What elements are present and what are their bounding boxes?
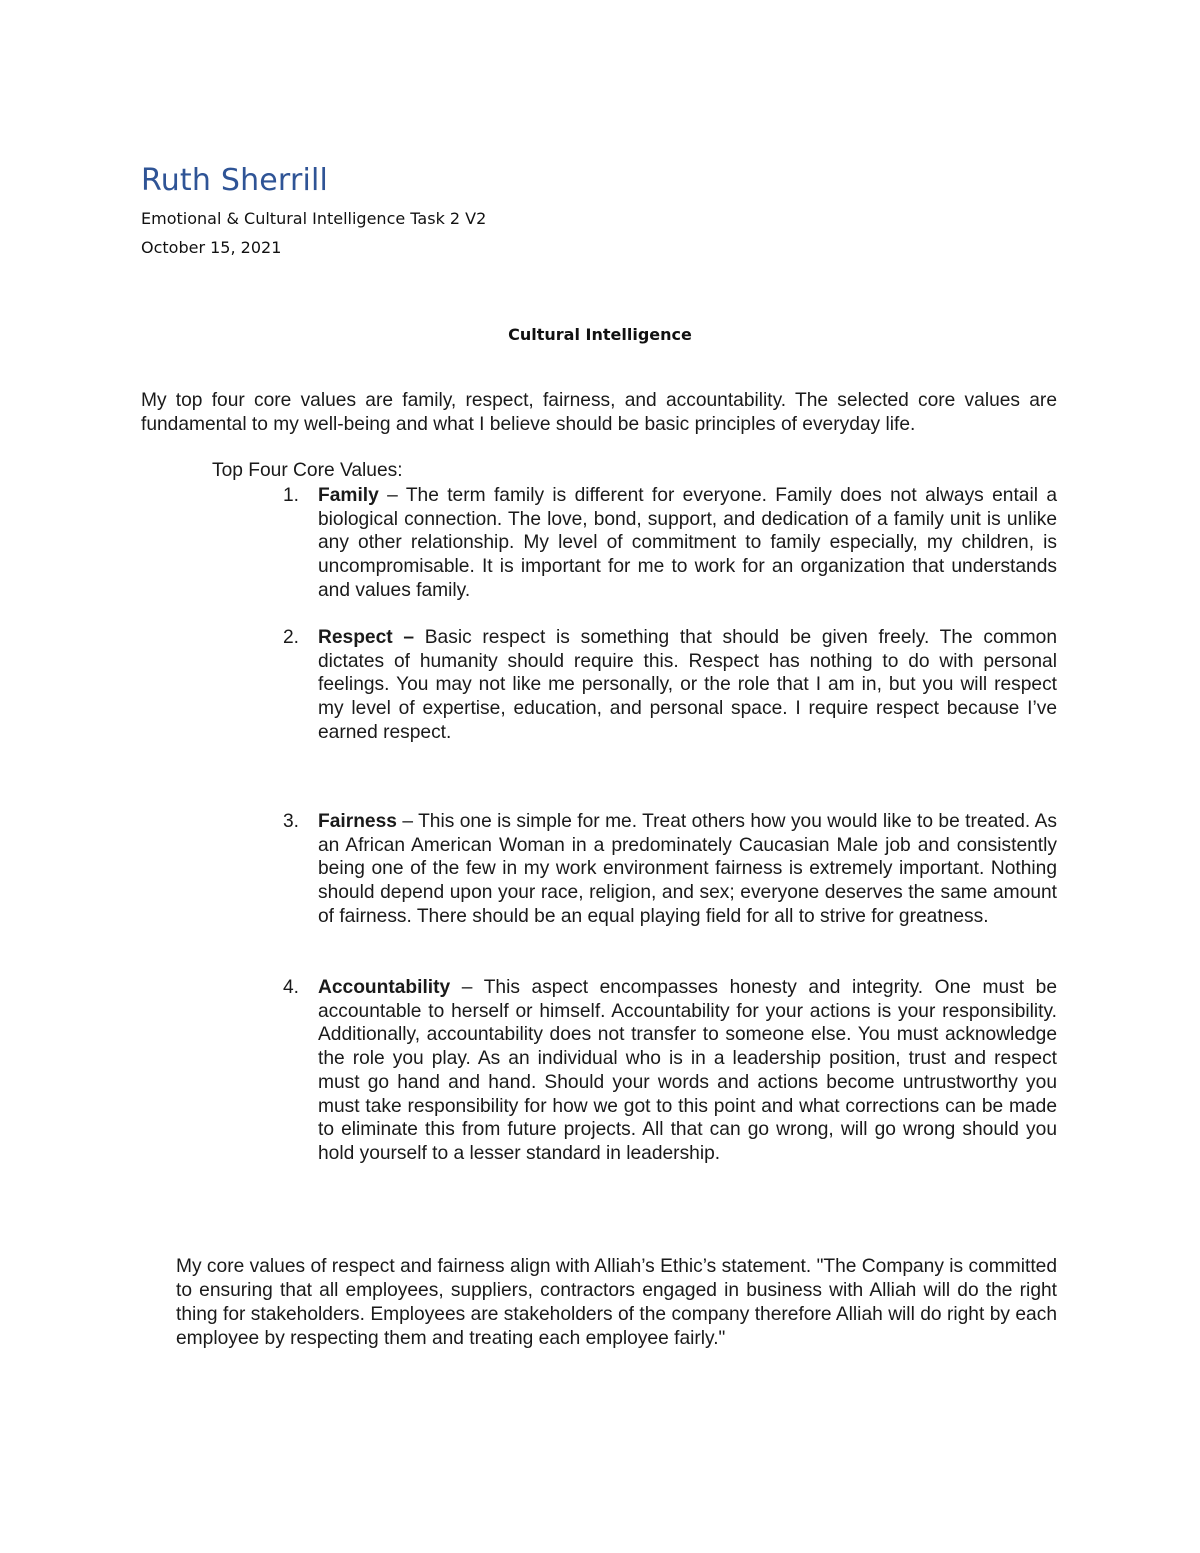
list-item-number: 2. [283,627,300,648]
list-item-body [318,976,1057,1166]
list-item-body [318,810,1057,929]
list-item-body [318,626,1057,745]
list-item-number: 3. [283,811,300,832]
task-title: Emotional & Cultural Intelligence Task 2 V2 [141,209,487,228]
list-item-term: Fairness [318,811,397,832]
document-date: October 15, 2021 [141,238,282,257]
list-heading: Top Four Core Values: [212,460,403,481]
list-item-term: Respect – [318,627,415,648]
list-item-term: Family [318,485,379,506]
page-title: Cultural Intelligence [508,325,692,344]
list-item-text: – This one is simple for me. Treat others how you would like to be treated. As an African American Woman in a predominately Caucasian Male job and consistently being one of the few in my work environment fairness is extremely important. Nothing should depend upon your race, religion, and sex; everyone deserves the same amount of fairness. There should be an equal playing field for all to strive for greatness. [318,811,1057,927]
author-name: Ruth Sherrill [141,163,329,198]
list-item-number: 1. [283,485,300,506]
list-item-text: – The term family is different for everyone. Family does not always entail a biological connection. The love, bond, support, and dedication of a family unit is unlike any other relationship. My level of commitment to family especially, my children, is uncompromisable. It is important for me to work for an organization that understands and values family. [318,485,1057,601]
closing-paragraph: My core values of respect and fairness align with Alliah’s Ethic’s statement. "The Company is committed to ensuring that all employees, suppliers, contractors engaged in business with Alliah will do the right thing for stakeholders. Employees are stakeholders of the company therefore Alliah will do right by each employee by respecting them and treating each employee fairly." [176,1256,1057,1349]
list-item-term: Accountability [318,977,451,998]
list-item-number: 4. [283,977,300,998]
list-item-body [318,484,1057,603]
list-item-text: Basic respect is something that should be given freely. The common dictates of humanity should require this. Respect has nothing to do with personal feelings. You may not like me personally, or the role that I am in, but you will respect my level of expertise, education, and personal space. I require respect because I’ve earned respect. [318,627,1057,743]
list-item-text: – This aspect encompasses honesty and integrity. One must be accountable to herself or himself. Accountability for your actions is your responsibility. Additionally, accountability does not transfer to someone else. You must acknowledge the role you play. As an individual who is in a leadership position, trust and respect must go hand and hand. Should your words and actions become untrustworthy you must take responsibility for how we got to this point and what corrections can be made to eliminate this from future projects. All that can go wrong, will go wrong should you hold yourself to a lesser standard in leadership. [318,977,1057,1164]
intro-paragraph: My top four core values are family, respect, fairness, and accountability. The selected core values are fundamental to my well-being and what I believe should be basic principles of everyday life. [141,390,1057,435]
